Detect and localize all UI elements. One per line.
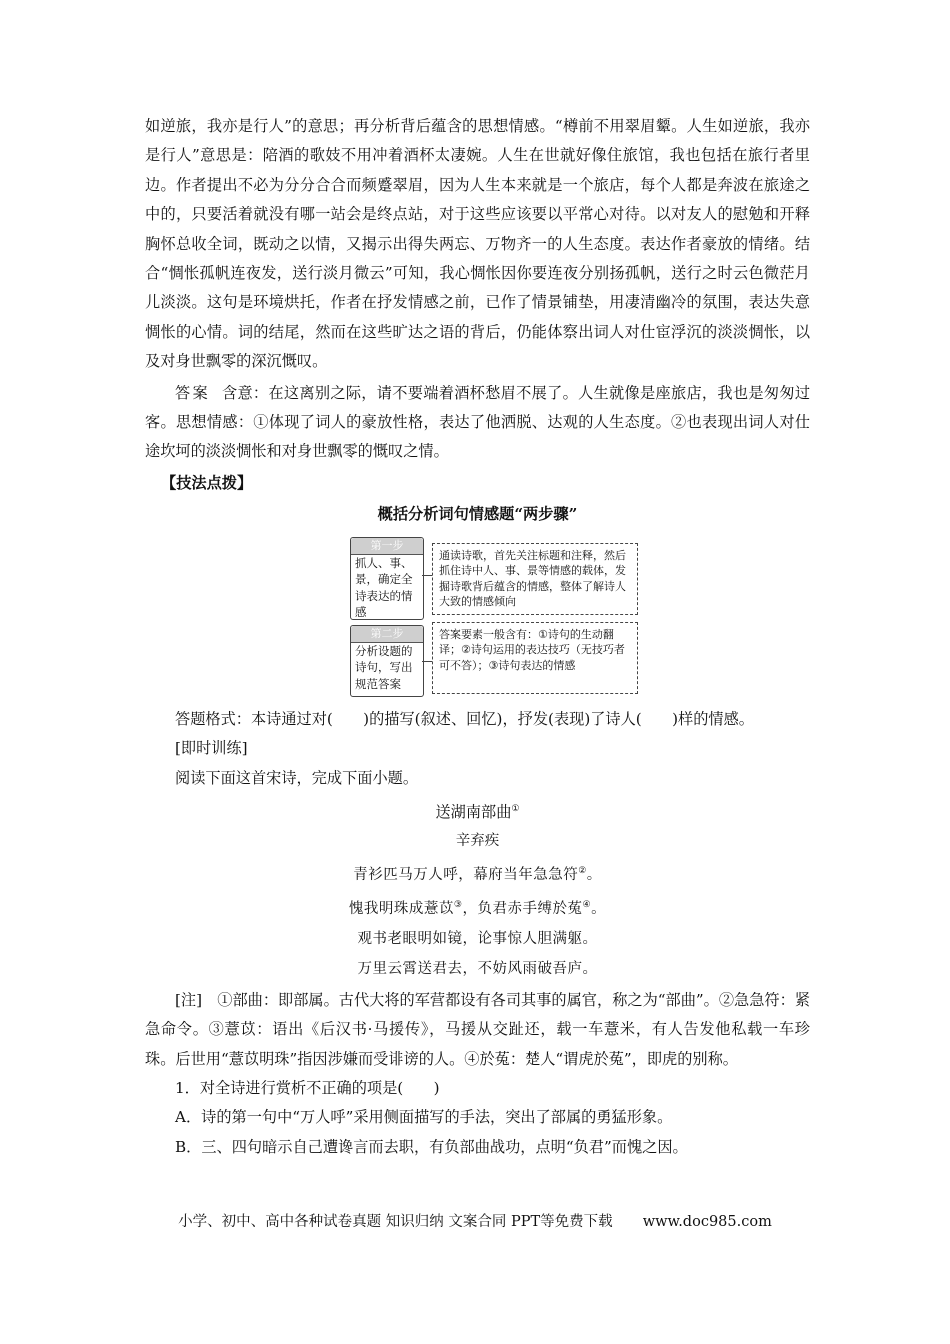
poem-title-text: 送湖南部曲 (435, 803, 512, 822)
poem-author: 辛弃疾 (455, 833, 500, 850)
poem-line-1-note: ② (578, 866, 587, 877)
answer-paragraph (145, 379, 810, 467)
poem-title-note: ① (511, 804, 520, 815)
poem-title (145, 795, 810, 827)
two-step-diagram (350, 537, 640, 699)
practice-label: [即时训练] (175, 739, 248, 758)
answer-text: 含意：在这离别之际，请不要端着酒杯愁眉不展了。人生就像是座旅店，我也是匆匆过客。思想情感：①体现了词人的豪放性格，表达了他洒脱、达观的人生态度。②也表现出词人对仕途坎坷的淡淡惆怅和对身世飘零的慨叹之情。 (145, 383, 811, 461)
poem-line-1 (145, 856, 810, 890)
footer-url[interactable]: www.doc985.com (642, 1214, 772, 1230)
poem-line-2-end: 。 (591, 900, 607, 917)
poem-line-2-note-b: ④ (582, 899, 592, 910)
poem-line-3: 观书老眼明如镜，论事惊人胆满躯。 (357, 930, 598, 947)
step-two-text: 分析设题的诗句，写出规范答案 (355, 643, 413, 691)
poem-notes (145, 986, 810, 1074)
poem-line-1-text: 青衫匹马万人呼，幕府当年急急符 (353, 866, 579, 883)
poem-line-2-text: 愧我明珠成薏苡 (348, 900, 454, 917)
page-footer (0, 1212, 950, 1232)
question-option-b: B．三、四句暗示自己遭谗言而去职，有负部曲战功，点明“负君”而愧之因。 (175, 1137, 688, 1156)
poem-line-4: 万里云霄送君去，不妨风雨破吾庐。 (357, 960, 598, 977)
question-stem: 1．对全诗进行赏析不正确的项是( ) (175, 1079, 440, 1098)
notes-text: ①部曲：即部属。古代大将的军营都设有各司其事的属官，称之为“部曲”。②急急符：紧急命令。③薏苡：语出《后汉书·马援传》，马援从交趾还，载一车薏米，有人告发他私载一车珍珠。后世用“薏苡明珠”指因涉嫌而受诽谤的人。④於菟：楚人“谓虎於菟”，即虎的别称。 (145, 990, 811, 1068)
diagram-title: 概括分析词句情感题“两步骤” (377, 504, 578, 523)
analysis-paragraph: 如逆旅，我亦是行人”的意思；再分析背后蕴含的思想情感。“樽前不用翠眉颦。人生如逆旅，我亦是行人”意思是：陪酒的歌妓不用冲着酒杯太凄婉。人生在世就好像住旅馆，我也包括在旅行者里边。作者提出不必为分分合合而频蹙翠眉，因为人生本来就是一个旅店，每个人都是奔波在旅途之中的，只要活着就没有哪一站会是终点站，对于这些应该要以平常心对待。以对友人的慰勉和开释胸怀总收全词，既动之以情，又揭示出得失两忘、万物齐一的人生态度。表达作者豪放的情绪。结合“惆怅孤帆连夜发，送行淡月微云”可知，我心惆怅因你要连夜分别扬孤帆，送行之时云色微茫月儿淡淡。这句是环境烘托，作者在抒发情感之前，已作了情景铺垫，用凄清幽冷的氛围，表达失意惆怅的心情。词的结尾，然而在这些旷达之语的背后，仍能体察出词人对仕宦浮沉的淡淡惆怅，以及对身世飘零的深沉慨叹。 (145, 117, 810, 371)
step-one-text: 抓人、事、景，确定全诗表达的情感 (355, 555, 413, 620)
poem-line-2 (145, 890, 810, 924)
poem-line-2-note-a: ③ (453, 899, 463, 910)
document-page (145, 112, 810, 1162)
answer-format: 答题格式：本诗通过对( )的描写(叙述、回忆)，抒发(表现)了诗人( )样的情感。 (175, 709, 754, 728)
question-option-a: A．诗的第一句中“万人呼”采用侧面描写的手法，突出了部属的勇猛形象。 (175, 1108, 673, 1127)
step-one-detail: 通读诗歌，首先关注标题和注释，然后抓住诗中人、事、景等情感的载体，发掘诗歌背后蕴含的情感，整体了解诗人大致的情感倾向 (432, 543, 638, 615)
step-two-connector (422, 661, 432, 662)
practice-intro: 阅读下面这首宋诗，完成下面小题。 (175, 768, 418, 787)
step-two-label: 第二步 (351, 626, 423, 643)
poem-line-1-end: 。 (586, 866, 602, 883)
step-one-connector (422, 575, 432, 576)
step-two-box (350, 625, 424, 697)
footer-text: 小学、初中、高中各种试卷真题 知识归纳 文案合同 PPT等免费下载 (178, 1214, 613, 1230)
tip-heading: 【技法点拨】 (161, 473, 253, 492)
answer-tag: 答案 (175, 383, 210, 402)
step-one-box (350, 537, 424, 620)
notes-tag: [注] (175, 990, 203, 1009)
step-one-label: 第一步 (351, 538, 423, 555)
poem-line-2-mid: ，负君赤手缚於菟 (462, 900, 583, 917)
step-two-detail: 答案要素一般含有：①诗句的生动翻译；②诗句运用的表达技巧（无技巧者可不答）；③诗句表达的情感 (432, 622, 638, 694)
